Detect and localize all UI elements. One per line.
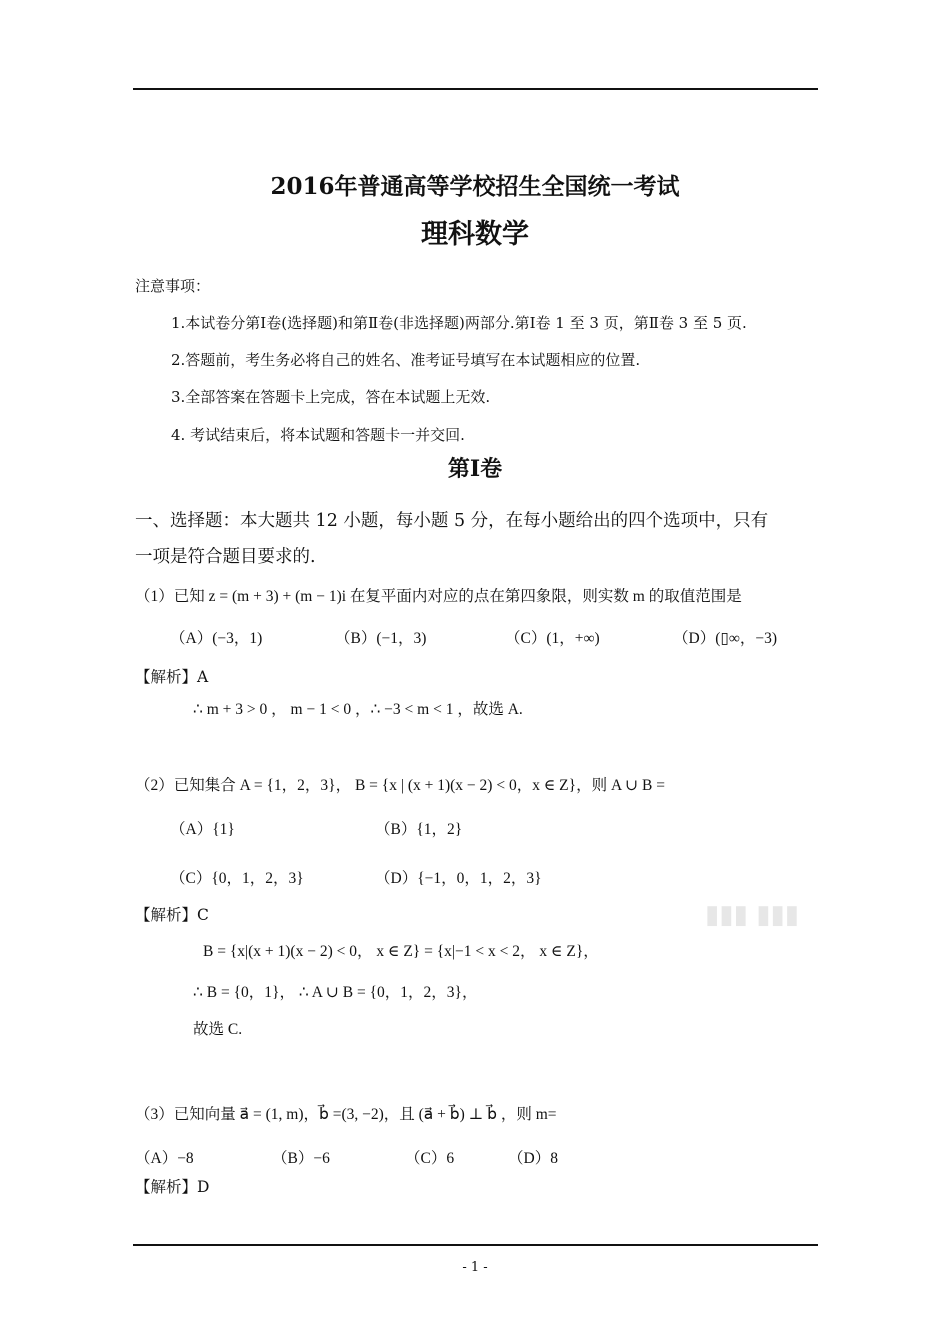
question-3-option-a: （A）−8 — [135, 1150, 194, 1167]
exam-title: 2016年普通高等学校招生全国统一考试 — [270, 173, 680, 200]
section-intro: 一、选择题：本大题共 12 小题，每小题 5 分，在每小题给出的四个选项中，只有 — [135, 511, 769, 531]
question-3-option-c: （C）6 — [405, 1150, 455, 1167]
question-3-answer: 【解析】D — [135, 1178, 210, 1196]
notice-item: 1.本试卷分第Ⅰ卷(选择题)和第Ⅱ卷(非选择题)两部分.第Ⅰ卷 1 至 3 页，第Ⅱ卷 3 至 5 页. — [171, 314, 747, 332]
question-2-stem: （2）已知集合 A = {1，2，3}， B = {x | (x + 1)(x − 2) < 0，x ∈ Z}，则 A ∪ B = — [135, 777, 665, 794]
section-intro: 一项是符合题目要求的. — [135, 547, 316, 567]
question-1-stem: （1）已知 z = (m + 3) + (m − 1)i 在复平面内对应的点在第四象限，则实数 m 的取值范围是 — [135, 588, 742, 605]
question-2-option-d: （D）{−1，0，1，2，3} — [375, 870, 542, 887]
question-1-option-c: （C）(1，+∞) — [505, 630, 600, 647]
subject-title: 理科数学 — [421, 219, 529, 250]
question-1-option-a: （A）(−3，1) — [170, 630, 263, 647]
question-2-answer: 【解析】C — [135, 906, 209, 924]
section-title: 第Ⅰ卷 — [447, 456, 503, 482]
question-1-option-b: （B）(−1，3) — [335, 630, 427, 647]
notice-item: 2.答题前，考生务必将自己的姓名、准考证号填写在本试题相应的位置. — [171, 351, 641, 369]
question-2-option-c: （C）{0，1，2，3} — [170, 870, 304, 887]
question-1-answer: 【解析】A — [135, 668, 209, 686]
question-2-solution-line: 故选 C. — [193, 1021, 243, 1038]
question-1-option-d: （D）(▯∞，−3) — [673, 630, 778, 647]
question-3-option-b: （B）−6 — [272, 1150, 330, 1167]
notice-item: 3.全部答案在答题卡上完成，答在本试题上无效. — [171, 388, 491, 406]
question-1-solution: ∴ m + 3 > 0 ， m − 1 < 0 ，∴ −3 < m < 1 ，故选 A. — [193, 701, 523, 718]
notice-item: 4. 考试结束后，将本试题和答题卡一并交回. — [171, 426, 465, 444]
watermark-logo: ▮▮▮ ▮▮▮ — [705, 900, 800, 930]
page-number: - 1 - — [462, 1260, 488, 1275]
header-rule — [133, 88, 818, 90]
question-3-option-d: （D）8 — [508, 1150, 558, 1167]
question-2-option-a: （A）{1} — [170, 821, 235, 838]
question-2-option-b: （B）{1，2} — [375, 821, 463, 838]
question-3-stem: （3）已知向量 a⃗ = (1, m)，b⃗ =(3, −2)，且 (a⃗ + b⃗) ⊥ b⃗ ，则 m= — [135, 1106, 557, 1123]
footer-rule — [133, 1244, 818, 1246]
question-2-solution-line: B = {x|(x + 1)(x − 2) < 0， x ∈ Z} = {x|−1 < x < 2， x ∈ Z}， — [203, 943, 599, 960]
question-2-solution-line: ∴ B = {0，1}， ∴ A ∪ B = {0，1，2，3}， — [193, 984, 478, 1001]
notice-heading: 注意事项： — [135, 277, 211, 295]
